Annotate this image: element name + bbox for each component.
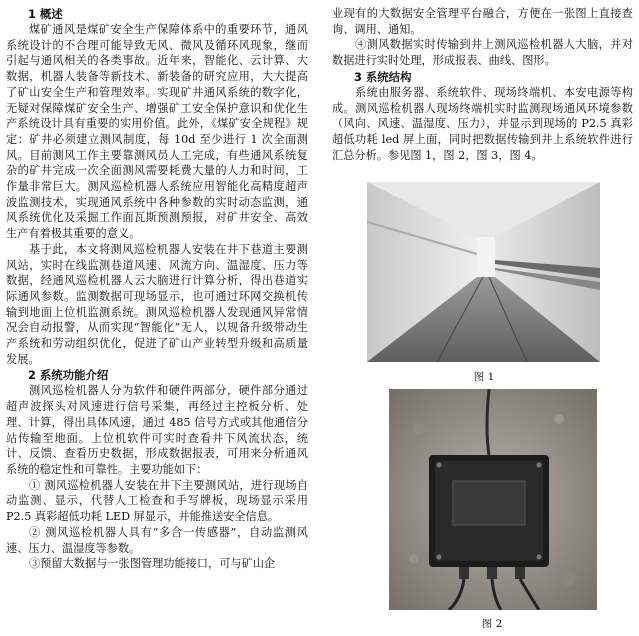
figure-2-caption: 图 2 [481, 618, 503, 630]
section-heading-overview: 1 概述 [28, 7, 63, 21]
section-heading-functions: 2 系统功能介绍 [28, 368, 109, 383]
device-illustration [389, 389, 597, 610]
section-heading-structure: 3 系统结构 [354, 69, 412, 84]
tunnel-illustration [367, 182, 600, 362]
function-item-1: ① 测风巡检机器人安装在井下主要测风站，进行现场自动监测、显示，代替人工检查和手写牌板，现场显示采用 P2.5 真彩超低功耗 LED 屏显示，并能推送安全信息。 [6, 478, 308, 524]
function-item-3: ③预留大数据与一张图管理功能接口，可与矿山企 [29, 557, 276, 571]
right-column [332, 6, 633, 163]
function-item-3-continued: 业现有的大数据安全管理平台融合，方便在一张图上直接查询、调用、通知。 [332, 7, 633, 36]
left-column [6, 6, 308, 572]
figure-1-tunnel-photo [367, 182, 600, 362]
paragraph-overview-2: 基于此，本文将测风巡检机器人安装在井下巷道主要测风站，实时在线监测巷道风速、风流方向、温湿度、压力等数据，经通风巡检机器人云大脑进行计算分析，得出巷道实际通风参数。监测数据可现场显示，也可通过环网交换机传输到地面上位机监测系统。测风巡检机器人发现通风异常情况会自动报警，从而实现“智能化”无人，以规备升级带动生产系统和劳动组织优化，促进了矿山产业转型升级和高质量发展。 [6, 242, 308, 366]
function-item-2: ② 测风巡检机器人具有“多合一传感器”，自动监测风速、压力、温湿度等参数。 [6, 525, 308, 555]
function-item-4: ④测风数据实时传输到井上测风巡检机器人大脑，并对数据进行实时处理，形成报表、曲线、图形。 [332, 38, 633, 68]
paragraph-structure: 系统由服务器、系统软件、现场终端机、本安电源等构成。测风巡检机器人现场终端机实时监测现场通风环境参数（风向、风速、温湿度、压力），并显示到现场的 P2.5 真彩超低功耗 led 屏上面，同时把数据传输到井上系统软件进行汇总分析。参见图 1，图 2，图 3，图 4。 [332, 85, 633, 162]
paragraph-overview-1: 煤矿通风是煤矿安全生产保障体系中的重要环节，通风系统设计的不合理可能导致无风、微风及循环风现象，继而引起与通风相关的各类事故。近年来，智能化、云计算、大数据，机器人装备等新技术、新装备的研究应用，大大提高了矿山安全生产和管理效率。实现矿井通风系统的数字化，无疑对保障煤矿安全生产、增强矿工安全保护意识和优化生产系统设计具有重要的实用价值。此外，《煤矿安全规程》规定：矿井必须建立测风制度，每 10d 至少进行 1 次全面测风。目前测风工作主要靠测风员人工完成，有些通风系统复杂的矿井完成一次全面测风需要耗费大量的人力和时间，工作量非常巨大。测风巡检机器人系统应用智能化高精度超声波监测技术，实现通风系统中各种参数的实时动态监测，通风系统优化及采掘工作面瓦斯预测预报，对矿井安全、高效生产有着极其重要的意义。 [6, 23, 308, 241]
figure-2-device-photo [389, 389, 597, 610]
figure-1-caption: 图 1 [473, 371, 495, 383]
paragraph-functions: 测风巡检机器人分为软件和硬件两部分，硬件部分通过超声波探头对风速进行信号采集，再经过主控板分析、处理、计算，得出具体风速，通过 485 信号方式或其他通信分站传输至地面。上位机软件可实时查看井下风流状态，统计、反馈、查看历史数据，形成数据报表，可用来分析通风系统的稳定性和可靠性。主要功能如下： [6, 384, 308, 476]
